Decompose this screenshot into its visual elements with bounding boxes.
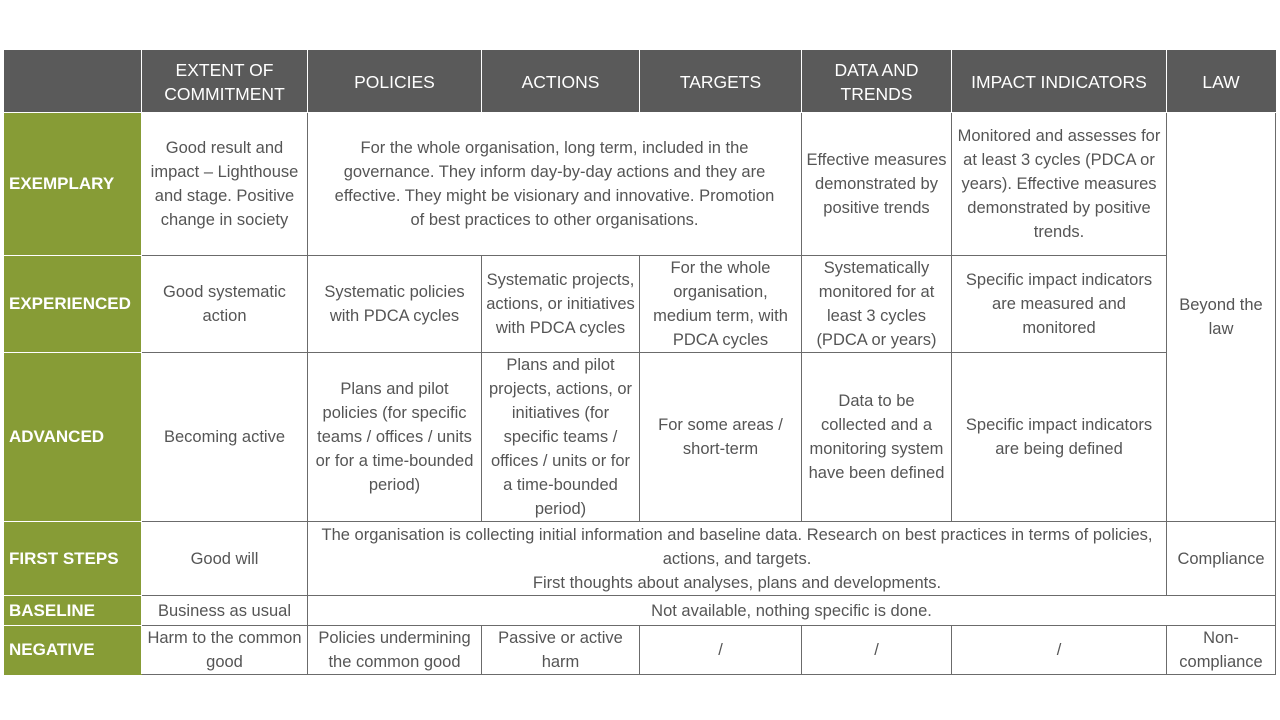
advanced-impact: Specific impact indicators are being defined — [952, 353, 1167, 522]
header-targets: TARGETS — [640, 51, 802, 113]
baseline-merged: Not available, nothing specific is done. — [308, 596, 1276, 626]
rowhead-baseline: BASELINE — [5, 596, 142, 626]
experienced-policies: Systematic policies with PDCA cycles — [308, 256, 482, 353]
experienced-impact: Specific impact indicators are measured and monitored — [952, 256, 1167, 353]
row-experienced — [5, 256, 1276, 353]
advanced-policies: Plans and pilot policies (for specific teams / offices / units or for a time-bounded period) — [308, 353, 482, 522]
row-negative — [5, 626, 1276, 675]
negative-actions: Passive or active harm — [482, 626, 640, 675]
first-steps-merged — [308, 522, 1167, 596]
experienced-actions: Systematic projects, actions, or initiatives with PDCA cycles — [482, 256, 640, 353]
advanced-actions: Plans and pilot projects, actions, or initiatives (for specific teams / offices / units or for a time-bounded period) — [482, 353, 640, 522]
first-steps-law: Compliance — [1167, 522, 1276, 596]
header-law: LAW — [1167, 51, 1276, 113]
header-policies: POLICIES — [308, 51, 482, 113]
header-impact-indicators: IMPACT INDICATORS — [952, 51, 1167, 113]
advanced-data-trends: Data to be collected and a monitoring system have been defined — [802, 353, 952, 522]
header-data-and-trends: DATA AND TRENDS — [802, 51, 952, 113]
exemplary-commitment: Good result and impact – Lighthouse and stage. Positive change in society — [142, 113, 308, 256]
maturity-matrix-table — [4, 50, 1276, 675]
row-first-steps — [5, 522, 1276, 596]
rowhead-negative: NEGATIVE — [5, 626, 142, 675]
exemplary-policies-actions-targets: For the whole organisation, long term, included in the governance. They inform day-by-day actions and they are effective. They might be visionary and innovative. Promotion of best practices to other organisations. — [308, 113, 802, 256]
rowhead-first-steps: FIRST STEPS — [5, 522, 142, 596]
advanced-targets: For some areas / short-term — [640, 353, 802, 522]
negative-impact: / — [952, 626, 1167, 675]
first-steps-merged-line1: The organisation is collecting initial information and baseline data. Research on best practices in terms of policies, actions, and targets. — [321, 525, 1153, 568]
experienced-commitment: Good systematic action — [142, 256, 308, 353]
baseline-commitment: Business as usual — [142, 596, 308, 626]
exemplary-data-trends: Effective measures demonstrated by positive trends — [802, 113, 952, 256]
rowhead-exemplary: EXEMPLARY — [5, 113, 142, 256]
first-steps-merged-line2: First thoughts about analyses, plans and developments. — [532, 573, 942, 592]
advanced-commitment: Becoming active — [142, 353, 308, 522]
experienced-targets: For the whole organisation, medium term, with PDCA cycles — [640, 256, 802, 353]
row-exemplary — [5, 113, 1276, 256]
row-advanced — [5, 353, 1276, 522]
experienced-data-trends: Systematically monitored for at least 3 cycles (PDCA or years) — [802, 256, 952, 353]
row-baseline — [5, 596, 1276, 626]
header-extent-of-commitment: EXTENT OF COMMITMENT — [142, 51, 308, 113]
header-row — [5, 51, 1276, 113]
exemplary-impact: Monitored and assesses for at least 3 cycles (PDCA or years). Effective measures demonstrated by positive trends. — [952, 113, 1167, 256]
first-steps-commitment: Good will — [142, 522, 308, 596]
negative-policies: Policies undermining the common good — [308, 626, 482, 675]
negative-law: Non-compliance — [1167, 626, 1276, 675]
negative-commitment: Harm to the common good — [142, 626, 308, 675]
negative-data-trends: / — [802, 626, 952, 675]
law-beyond-the-law: Beyond the law — [1167, 113, 1276, 522]
header-corner — [5, 51, 142, 113]
rowhead-experienced: EXPERIENCED — [5, 256, 142, 353]
negative-targets: / — [640, 626, 802, 675]
rowhead-advanced: ADVANCED — [5, 353, 142, 522]
header-actions: ACTIONS — [482, 51, 640, 113]
